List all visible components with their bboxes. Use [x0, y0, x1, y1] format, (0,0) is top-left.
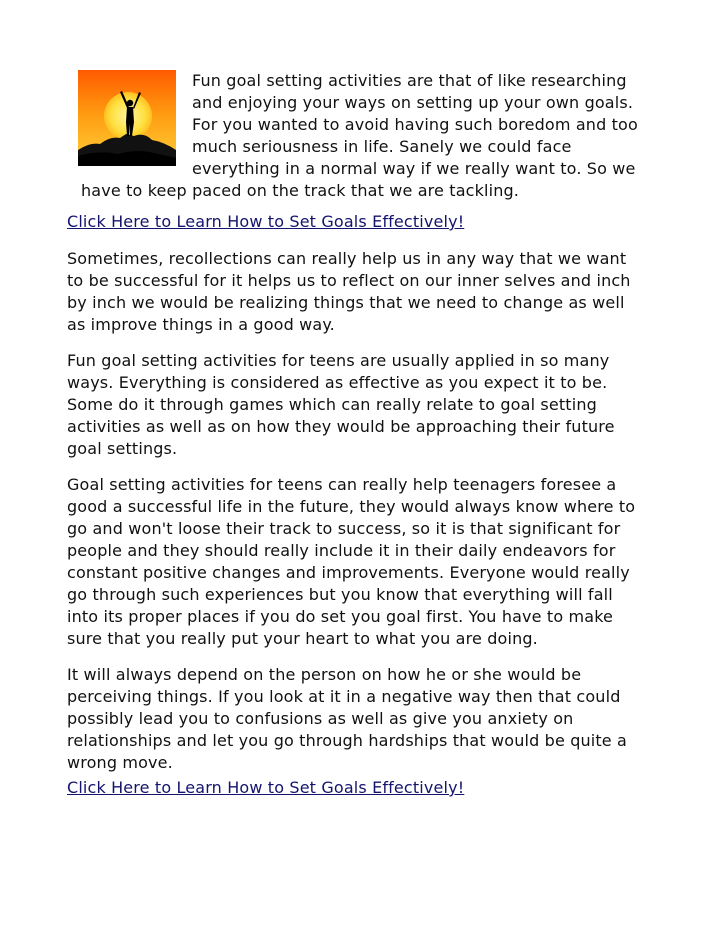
goals-link-top[interactable]: Click Here to Learn How to Set Goals Effectively! [67, 212, 465, 231]
paragraph-line: go through such experiences but you know that everything will fall [67, 585, 613, 604]
goals-link-bottom[interactable]: Click Here to Learn How to Set Goals Effectively! [67, 778, 465, 797]
paragraph-line: possibly lead you to confusions as well as give you anxiety on [67, 709, 574, 728]
paragraph-line: goal settings. [67, 439, 178, 458]
intro-line: Fun goal setting activities are that of like researching [192, 71, 627, 90]
paragraph-line: ways. Everything is considered as effective as you expect it to be. [67, 373, 608, 392]
paragraph-line: go and won't loose their track to success, so it is that significant for [67, 519, 621, 538]
paragraph-line: into its proper places if you do set you goal first. You have to make [67, 607, 614, 626]
paragraph-line: Sometimes, recollections can really help us in any way that we want [67, 249, 627, 268]
intro-line: everything in a normal way if we really want to. So we [192, 159, 636, 178]
intro-line: much seriousness in life. Sanely we could face [192, 137, 572, 156]
paragraph-line: perceiving things. If you look at it in a negative way then that could [67, 687, 621, 706]
paragraph-line: sure that you really put your heart to what you are doing. [67, 629, 538, 648]
paragraph-line: relationships and let you go through hardships that would be quite a [67, 731, 627, 750]
sunset-achievement-image [78, 70, 176, 166]
intro-line: have to keep paced on the track that we are tackling. [81, 181, 520, 200]
paragraph-line: to be successful for it helps us to reflect on our inner selves and inch [67, 271, 631, 290]
paragraph-line: wrong move. [67, 753, 173, 772]
paragraph-line: Goal setting activities for teens can really help teenagers foresee a [67, 475, 617, 494]
paragraph-line: by inch we would be realizing things that we need to change as well [67, 293, 625, 312]
sunset-illustration-icon [78, 70, 176, 166]
paragraph-line: constant positive changes and improvements. Everyone would really [67, 563, 630, 582]
paragraph-line: as improve things in a good way. [67, 315, 335, 334]
paragraph-line: Fun goal setting activities for teens are usually applied in so many [67, 351, 610, 370]
paragraph-line: It will always depend on the person on how he or she would be [67, 665, 582, 684]
paragraph-line: good a successful life in the future, they would always know where to [67, 497, 636, 516]
intro-line: For you wanted to avoid having such boredom and too [192, 115, 638, 134]
paragraph-line: people and they should really include it in their daily endeavors for [67, 541, 616, 560]
paragraph-line: activities as well as on how they would be approaching their future [67, 417, 615, 436]
intro-line: and enjoying your ways on setting up your own goals. [192, 93, 634, 112]
paragraph-line: Some do it through games which can really relate to goal setting [67, 395, 597, 414]
